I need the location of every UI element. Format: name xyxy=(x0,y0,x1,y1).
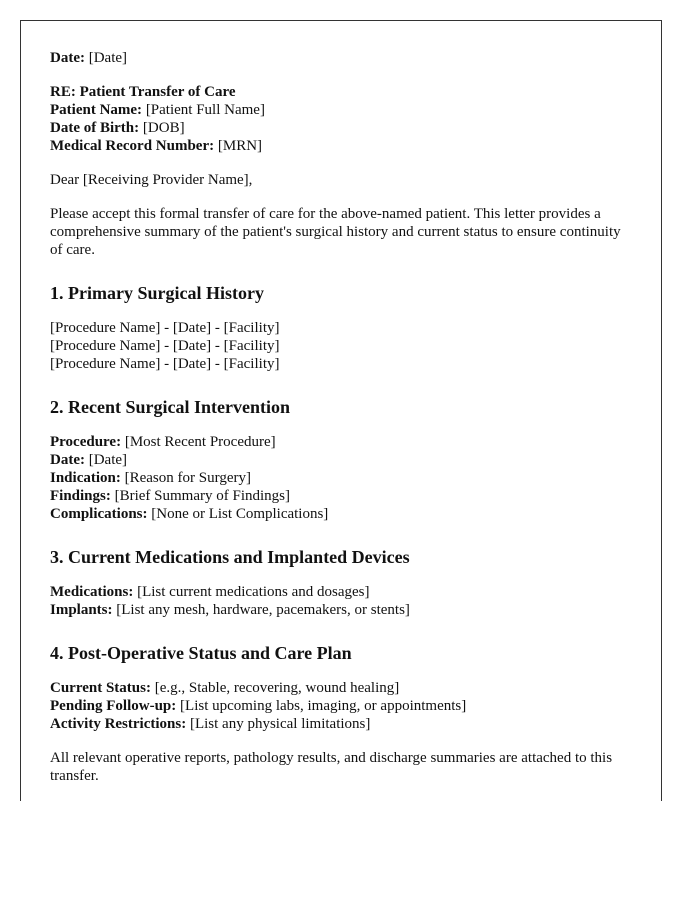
section-heading: 4. Post-Operative Status and Care Plan xyxy=(50,643,352,663)
field-line: Pending Follow-up: [List upcoming labs, imaging, or appointments] xyxy=(50,698,467,714)
medications-fields xyxy=(50,583,631,619)
field-line: Complications: [None or List Complications] xyxy=(50,506,329,522)
closing-paragraph: All relevant operative reports, pathology results, and discharge summaries are attached to this transfer. xyxy=(50,750,613,784)
date-line: Date: [Date] xyxy=(50,50,128,66)
salutation: Dear [Receiving Provider Name], xyxy=(50,172,253,188)
mrn-line: Medical Record Number: [MRN] xyxy=(50,138,263,154)
post-op-fields xyxy=(50,679,631,733)
field-line: Current Status: [e.g., Stable, recovering, wound healing] xyxy=(50,680,400,696)
section-heading: 3. Current Medications and Implanted Devices xyxy=(50,547,410,567)
list-item: [Procedure Name] - [Date] - [Facility] xyxy=(50,356,280,372)
field-line: Medications: [List current medications and dosages] xyxy=(50,584,370,600)
surgical-history-list xyxy=(50,319,631,373)
intro-paragraph: Please accept this formal transfer of care for the above-named patient. This letter provides a comprehensive summary of the patient's surgical history and current status to ensure continuity of care. xyxy=(50,206,621,258)
patient-name-line: Patient Name: [Patient Full Name] xyxy=(50,102,265,118)
dob-line: Date of Birth: [DOB] xyxy=(50,120,185,136)
list-item: [Procedure Name] - [Date] - [Facility] xyxy=(50,320,280,336)
field-line: Indication: [Reason for Surgery] xyxy=(50,470,251,486)
section-heading: 1. Primary Surgical History xyxy=(50,283,264,303)
field-line: Procedure: [Most Recent Procedure] xyxy=(50,434,276,450)
re-line: RE: Patient Transfer of Care xyxy=(50,84,236,100)
section-heading: 2. Recent Surgical Intervention xyxy=(50,397,290,417)
letter-page xyxy=(20,20,662,801)
recent-intervention-fields xyxy=(50,433,631,523)
field-line: Activity Restrictions: [List any physical limitations] xyxy=(50,716,371,732)
field-line: Findings: [Brief Summary of Findings] xyxy=(50,488,291,504)
list-item: [Procedure Name] - [Date] - [Facility] xyxy=(50,338,280,354)
field-line: Implants: [List any mesh, hardware, pacemakers, or stents] xyxy=(50,602,410,618)
patient-info-block xyxy=(50,83,631,155)
field-line: Date: [Date] xyxy=(50,452,128,468)
